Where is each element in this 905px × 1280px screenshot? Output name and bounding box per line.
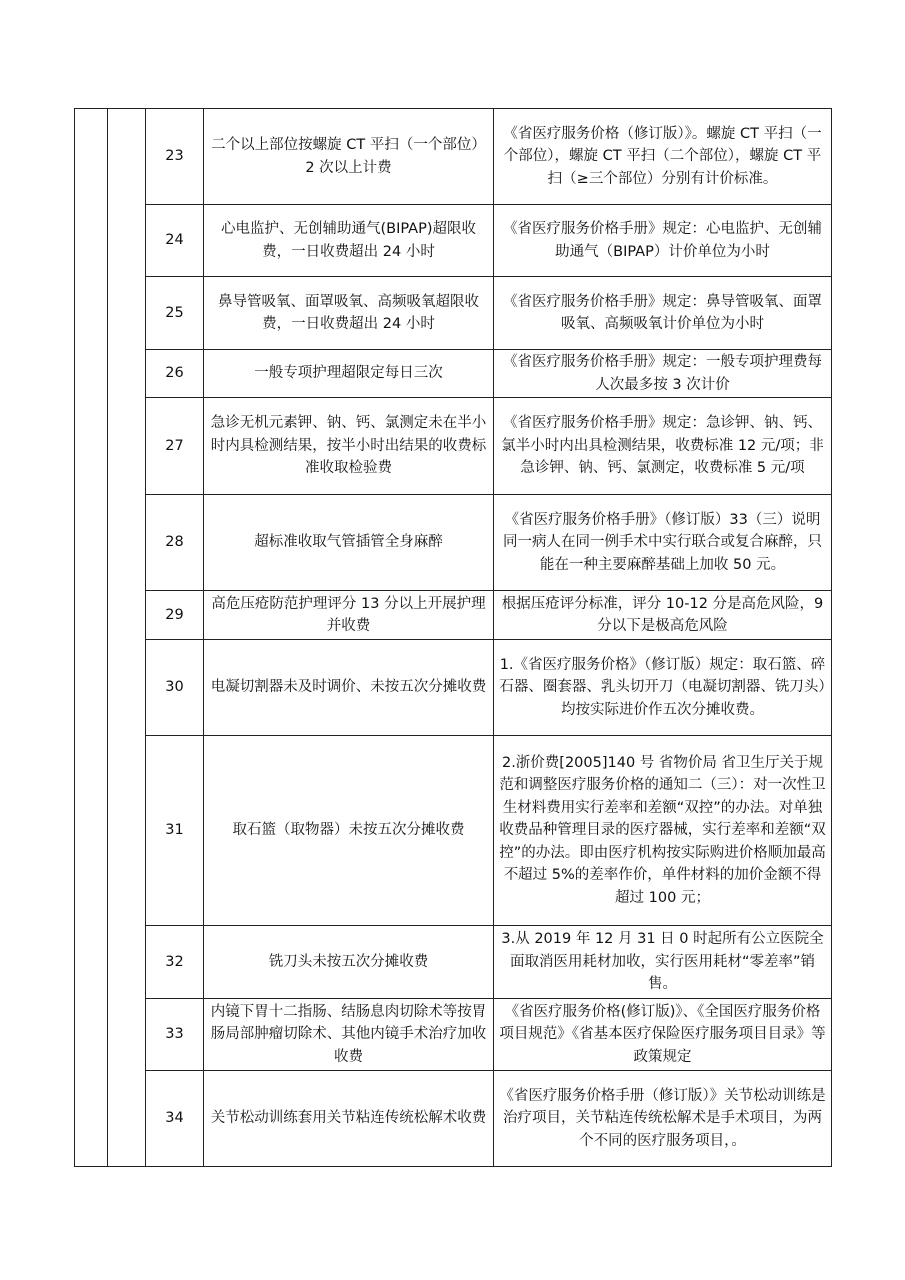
policy-basis: 《省医疗服务价格(修订版)》、《全国医疗服务价格项目规范》《省基本医疗保险医疗服务项目目录》等政策规定 [494, 999, 832, 1071]
issue-description: 心电监护、无创辅助通气(BIPAP)超限收费，一日收费超出 24 小时 [204, 205, 494, 277]
policy-basis: 3.从 2019 年 12 月 31 日 0 时起所有公立医院全面取消医用耗材加收，实行医用耗材“零差率”销售。 [494, 926, 832, 999]
issue-description: 鼻导管吸氧、面罩吸氧、高频吸氧超限收费，一日收费超出 24 小时 [204, 277, 494, 350]
policy-basis: 根据压疮评分标准，评分 10-12 分是高危风险，9 分以下是极高危风险 [494, 591, 832, 640]
policy-basis: 《省医疗服务价格手册》（修订版）33（三）说明同一病人在同一例手术中实行联合或复合麻醉，只能在一种主要麻醉基础上加收 50 元。 [494, 495, 832, 591]
issue-description: 高危压疮防范护理评分 13 分以上开展护理并收费 [204, 591, 494, 640]
row-number: 34 [146, 1071, 204, 1167]
table-row [75, 495, 832, 591]
pricing-violation-table [74, 108, 832, 1167]
table-row [75, 999, 832, 1071]
policy-basis: 《省医疗服务价格手册（修订版）》关节松动训练是治疗项目，关节粘连传统松解术是手术项目，为两个不同的医疗服务项目，。 [494, 1071, 832, 1167]
policy-basis: 《省医疗服务价格（修订版）》。螺旋 CT 平扫（一个部位），螺旋 CT 平扫（二个部位），螺旋 CT 平扫（≥三个部位）分别有计价标准。 [494, 109, 832, 205]
row-number: 33 [146, 999, 204, 1071]
policy-basis: 1.《省医疗服务价格》（修订版）规定：取石篮、碎石器、圈套器、乳头切开刀（电凝切割器、铣刀头）均按实际进价作五次分摊收费。 [494, 640, 832, 736]
table-row [75, 1071, 832, 1167]
blank-column-1 [75, 109, 108, 1167]
issue-description: 超标准收取气管插管全身麻醉 [204, 495, 494, 591]
blank-column-2 [108, 109, 146, 1167]
policy-basis: 《省医疗服务价格手册》规定：鼻导管吸氧、面罩吸氧、高频吸氧计价单位为小时 [494, 277, 832, 350]
issue-description: 铣刀头未按五次分摊收费 [204, 926, 494, 999]
table-row [75, 350, 832, 398]
issue-description: 二个以上部位按螺旋 CT 平扫（一个部位）2 次以上计费 [204, 109, 494, 205]
row-number: 27 [146, 398, 204, 495]
row-number: 29 [146, 591, 204, 640]
row-number: 30 [146, 640, 204, 736]
table-row [75, 398, 832, 495]
issue-description: 一般专项护理超限定每日三次 [204, 350, 494, 398]
issue-description: 内镜下胃十二指肠、结肠息肉切除术等按胃肠局部肿瘤切除术、其他内镜手术治疗加收收费 [204, 999, 494, 1071]
table-row [75, 205, 832, 277]
row-number: 32 [146, 926, 204, 999]
row-number: 25 [146, 277, 204, 350]
table-row [75, 640, 832, 736]
table-row [75, 591, 832, 640]
row-number: 23 [146, 109, 204, 205]
policy-basis: 《省医疗服务价格手册》规定：心电监护、无创辅助通气（BIPAP）计价单位为小时 [494, 205, 832, 277]
issue-description: 电凝切割器未及时调价、未按五次分摊收费 [204, 640, 494, 736]
issue-description: 急诊无机元素钾、钠、钙、氯测定未在半小时内具检测结果，按半小时出结果的收费标准收取检验费 [204, 398, 494, 495]
table-row [75, 736, 832, 926]
issue-description: 取石篮（取物器）未按五次分摊收费 [204, 736, 494, 926]
row-number: 24 [146, 205, 204, 277]
row-number: 31 [146, 736, 204, 926]
row-number: 28 [146, 495, 204, 591]
table-row [75, 277, 832, 350]
table-row [75, 926, 832, 999]
policy-basis: 《省医疗服务价格手册》规定：一般专项护理费每人次最多按 3 次计价 [494, 350, 832, 398]
issue-description: 关节松动训练套用关节粘连传统松解术收费 [204, 1071, 494, 1167]
table-row [75, 109, 832, 205]
policy-basis: 2.浙价费[2005]140 号 省物价局 省卫生厅关于规范和调整医疗服务价格的通知二（三）：对一次性卫生材料费用实行差率和差额“双控”的办法。对单独收费品种管理目录的医疗器械，实行差率和差额“双控”的办法。即由医疗机构按实际购进价格顺加最高不超过 5%的差率作价，单件材料的加价金额不得超过 100 元； [494, 736, 832, 926]
policy-basis: 《省医疗服务价格手册》规定：急诊钾、钠、钙、氯半小时内出具检测结果，收费标准 12 元/项；非急诊钾、钠、钙、氯测定，收费标准 5 元/项 [494, 398, 832, 495]
row-number: 26 [146, 350, 204, 398]
